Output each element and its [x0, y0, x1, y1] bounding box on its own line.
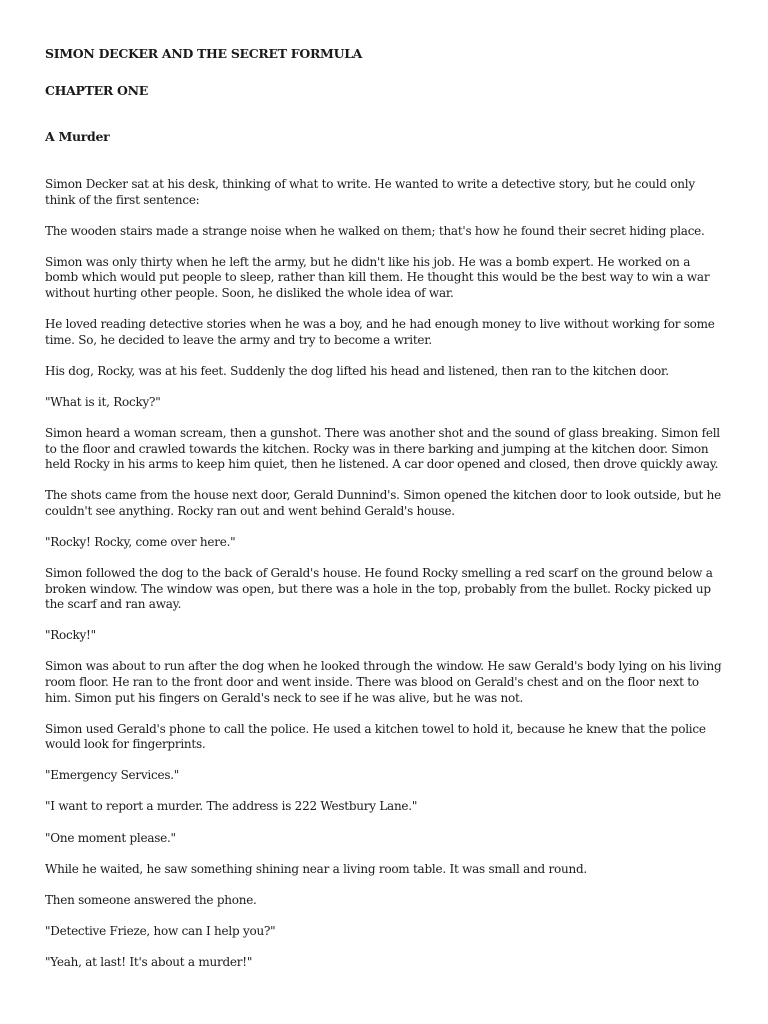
chapter-heading: CHAPTER ONE	[45, 83, 148, 98]
paragraph: "Rocky!"	[45, 628, 96, 643]
book-title: SIMON DECKER AND THE SECRET FORMULA	[45, 46, 363, 61]
paragraph: The wooden stairs made a strange noise when he walked on them; that's how he found their secret hiding place.	[45, 223, 705, 238]
paragraph: "Yeah, at last! It's about a murder!"	[45, 954, 253, 969]
paragraph: While he waited, he saw something shining near a living room table. It was small and round.	[45, 861, 587, 876]
paragraph: "What is it, Rocky?"	[45, 394, 161, 409]
paragraph: "I want to report a murder. The address is 222 Westbury Lane."	[45, 799, 418, 814]
paragraph: His dog, Rocky, was at his feet. Suddenly the dog lifted his head and listened, then ran to the kitchen door.	[45, 363, 669, 378]
section-title: A Murder	[45, 129, 110, 144]
paragraph: "One moment please."	[45, 830, 176, 845]
paragraph: Simon was only thirty when he left the army, but he didn't like his job. He was a bomb expert. He worked on a bomb which would put people to sleep, rather than kill them. He thought this would be the best way to win a war without hurting other people. Soon, he disliked the whole idea of war.	[45, 254, 710, 300]
paragraph: Then someone answered the phone.	[45, 892, 257, 907]
paragraph: Simon Decker sat at his desk, thinking of what to write. He wanted to write a detective story, but he could only think of the first sentence:	[45, 177, 695, 207]
paragraph: Simon used Gerald's phone to call the police. He used a kitchen towel to hold it, because he knew that the police would look for fingerprints.	[45, 721, 706, 752]
paragraph: The shots came from the house next door, Gerald Dunnind's. Simon opened the kitchen door to look outside, but he couldn't see anything. Rocky ran out and went behind Gerald's house.	[45, 488, 722, 518]
paragraph: Simon followed the dog to the back of Gerald's house. He found Rocky smelling a red scarf on the ground below a broken window. The window was open, but there was a hole in the top, probably from the bullet. Rocky picked up the scarf and ran away.	[45, 566, 713, 612]
document-page	[45, 44, 725, 986]
paragraph: "Detective Frieze, how can I help you?"	[45, 923, 276, 938]
paragraph: "Emergency Services."	[45, 768, 180, 783]
paragraph: Simon heard a woman scream, then a gunshot. There was another shot and the sound of glass breaking. Simon fell to the floor and crawled towards the kitchen. Rocky was in there barking and jumping at the kitchen door. Simon held Rocky in his arms to keep him quiet, then he listened. A car door opened and closed, then drove quickly away.	[45, 425, 720, 472]
paragraph: "Rocky! Rocky, come over here."	[45, 534, 236, 549]
paragraph: He loved reading detective stories when he was a boy, and he had enough money to live without working for some time. So, he decided to leave the army and try to become a writer.	[45, 317, 715, 347]
paragraph: Simon was about to run after the dog when he looked through the window. He saw Gerald's body lying on his living room floor. He ran to the front door and went inside. There was blood on Gerald's chest and on the floor next to him. Simon put his fingers on Gerald's neck to see if he was alive, but he was not.	[45, 659, 722, 705]
